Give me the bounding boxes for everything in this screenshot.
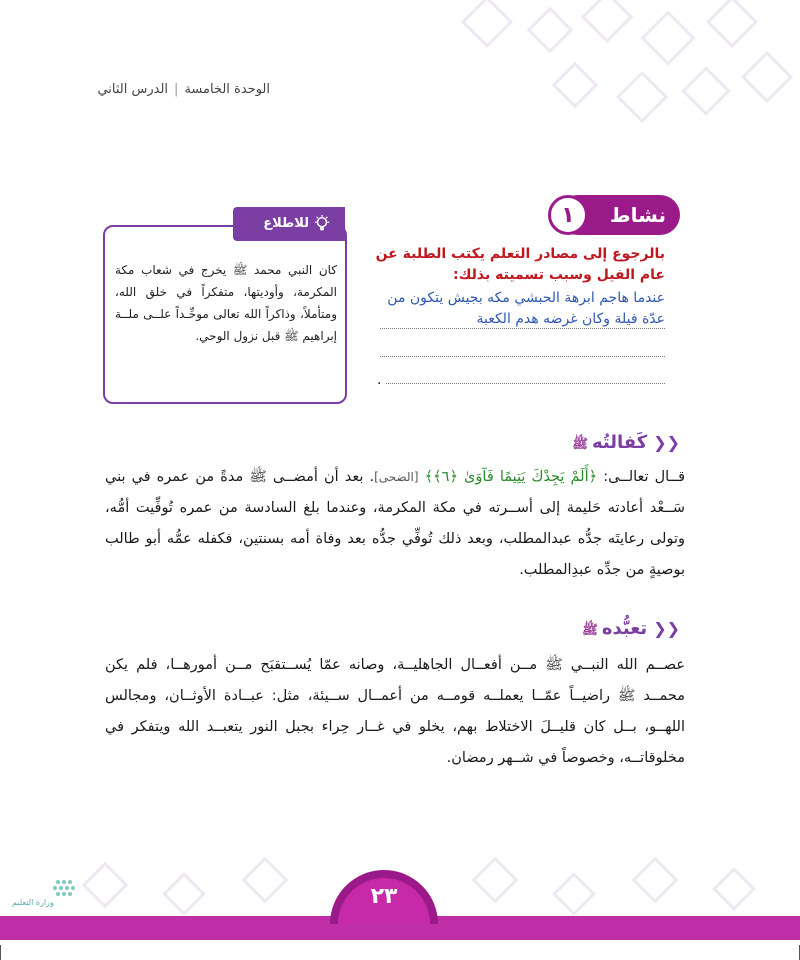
activity-instruction: بالرجوع إلى مصادر التعلم يكتب الطلبة عن عام الفيل وسبب تسميته بذلك: <box>375 246 665 283</box>
section1-paragraph <box>105 462 685 586</box>
lightbulb-icon <box>313 215 331 233</box>
logo-mark-icon <box>12 878 82 898</box>
answer-line-2 <box>380 356 665 357</box>
quran-verse: ﴿أَلَمْ يَجِدْكَ يَتِيمًا فَآوَىٰ ﴿٦﴾﴾ <box>424 469 598 485</box>
ministry-logo <box>12 878 82 910</box>
section-title: تعبُّده <box>601 618 648 639</box>
section2-paragraph: عصــم الله النبــي ﷺ مــن أفعــال الجاهليــة، وصانه عمّا يُســتقبَح مــن أمورهــا، فلم يكن محمــد ﷺ راضيــاً عمّــا يعملــه قومــه من أعمــال ســيئة، مثل: عبــادة الأوثــان، ومجالس اللهــو، بــل كان قليــلَ الاختلاط بهم، يخلو في غــار حِراء بجبل النور يتعبــد الله ويتفكر في مخلوقاتــه، وخصوصاً في شــهر رمضان. <box>105 657 685 766</box>
lesson-label: الدرس الثاني <box>97 82 169 97</box>
header-separator: | <box>174 82 179 97</box>
info-box <box>103 216 347 404</box>
chevron-left-icon: ❮❮ <box>653 619 680 638</box>
answer-line-3 <box>386 383 665 384</box>
activity-badge <box>548 195 680 235</box>
chevron-left-icon: ❮❮ <box>653 433 680 452</box>
activity-number: ١ <box>548 195 588 235</box>
paragraph-intro: قــال تعالــى: <box>603 469 686 485</box>
crop-mark-left <box>0 945 1 960</box>
info-box-tab <box>233 207 345 241</box>
activity-label: نشاط <box>609 203 666 227</box>
honorific-mark: ﷺ <box>582 623 598 638</box>
decorative-pattern-top <box>440 0 800 160</box>
section-heading-kafala <box>572 432 680 455</box>
answer-line-1 <box>380 328 665 329</box>
verse-source: [الضحى] <box>374 470 419 484</box>
info-box-title: للاطلاع <box>263 216 309 231</box>
info-box-text: كان النبي محمد ﷺ يخرج في شعاب مكة المكرمة، وأوديتها، متفكراً في خلق الله، ومتأملاً، وذاكراً الله تعالى موحِّـداً علــى ملــة إبراهيم ﷺ قبل نزول الوحي. <box>115 263 337 343</box>
answer-end-dot: . <box>377 372 382 388</box>
section-title: كَفالتُه <box>591 432 648 453</box>
honorific-mark: ﷺ <box>572 437 588 452</box>
paragraph-body: . بعد أن أمضــى ﷺ مدةً من عمره في بني سَــعْد أعادته حَليمة إلى أســرته في مكة المكرمة، وعندما بلغ السادسة من عمره تُوفِّيت أمُّه، وتولى رعايتَه جدُّه عبدالمطلب، وبعد ذلك تُوفِّي جدُّه بعد وفاة أمه بسنتين، فكفله عمُّه أبو طالب بوصيةٍ من جدِّه عبدِالمطلب. <box>105 469 685 578</box>
logo-text: وزارة التعليم <box>12 898 54 907</box>
handwritten-answer: عندما هاجم ابرهة الحبشي مكه بجيش يتكون من عدّة فيلة وكان غرضه هدم الكعبة <box>387 290 665 327</box>
section-heading-taabbud <box>582 618 680 641</box>
page-header <box>97 82 270 97</box>
unit-label: الوحدة الخامسة <box>184 82 270 97</box>
page-number: ٢٣ <box>370 884 398 909</box>
